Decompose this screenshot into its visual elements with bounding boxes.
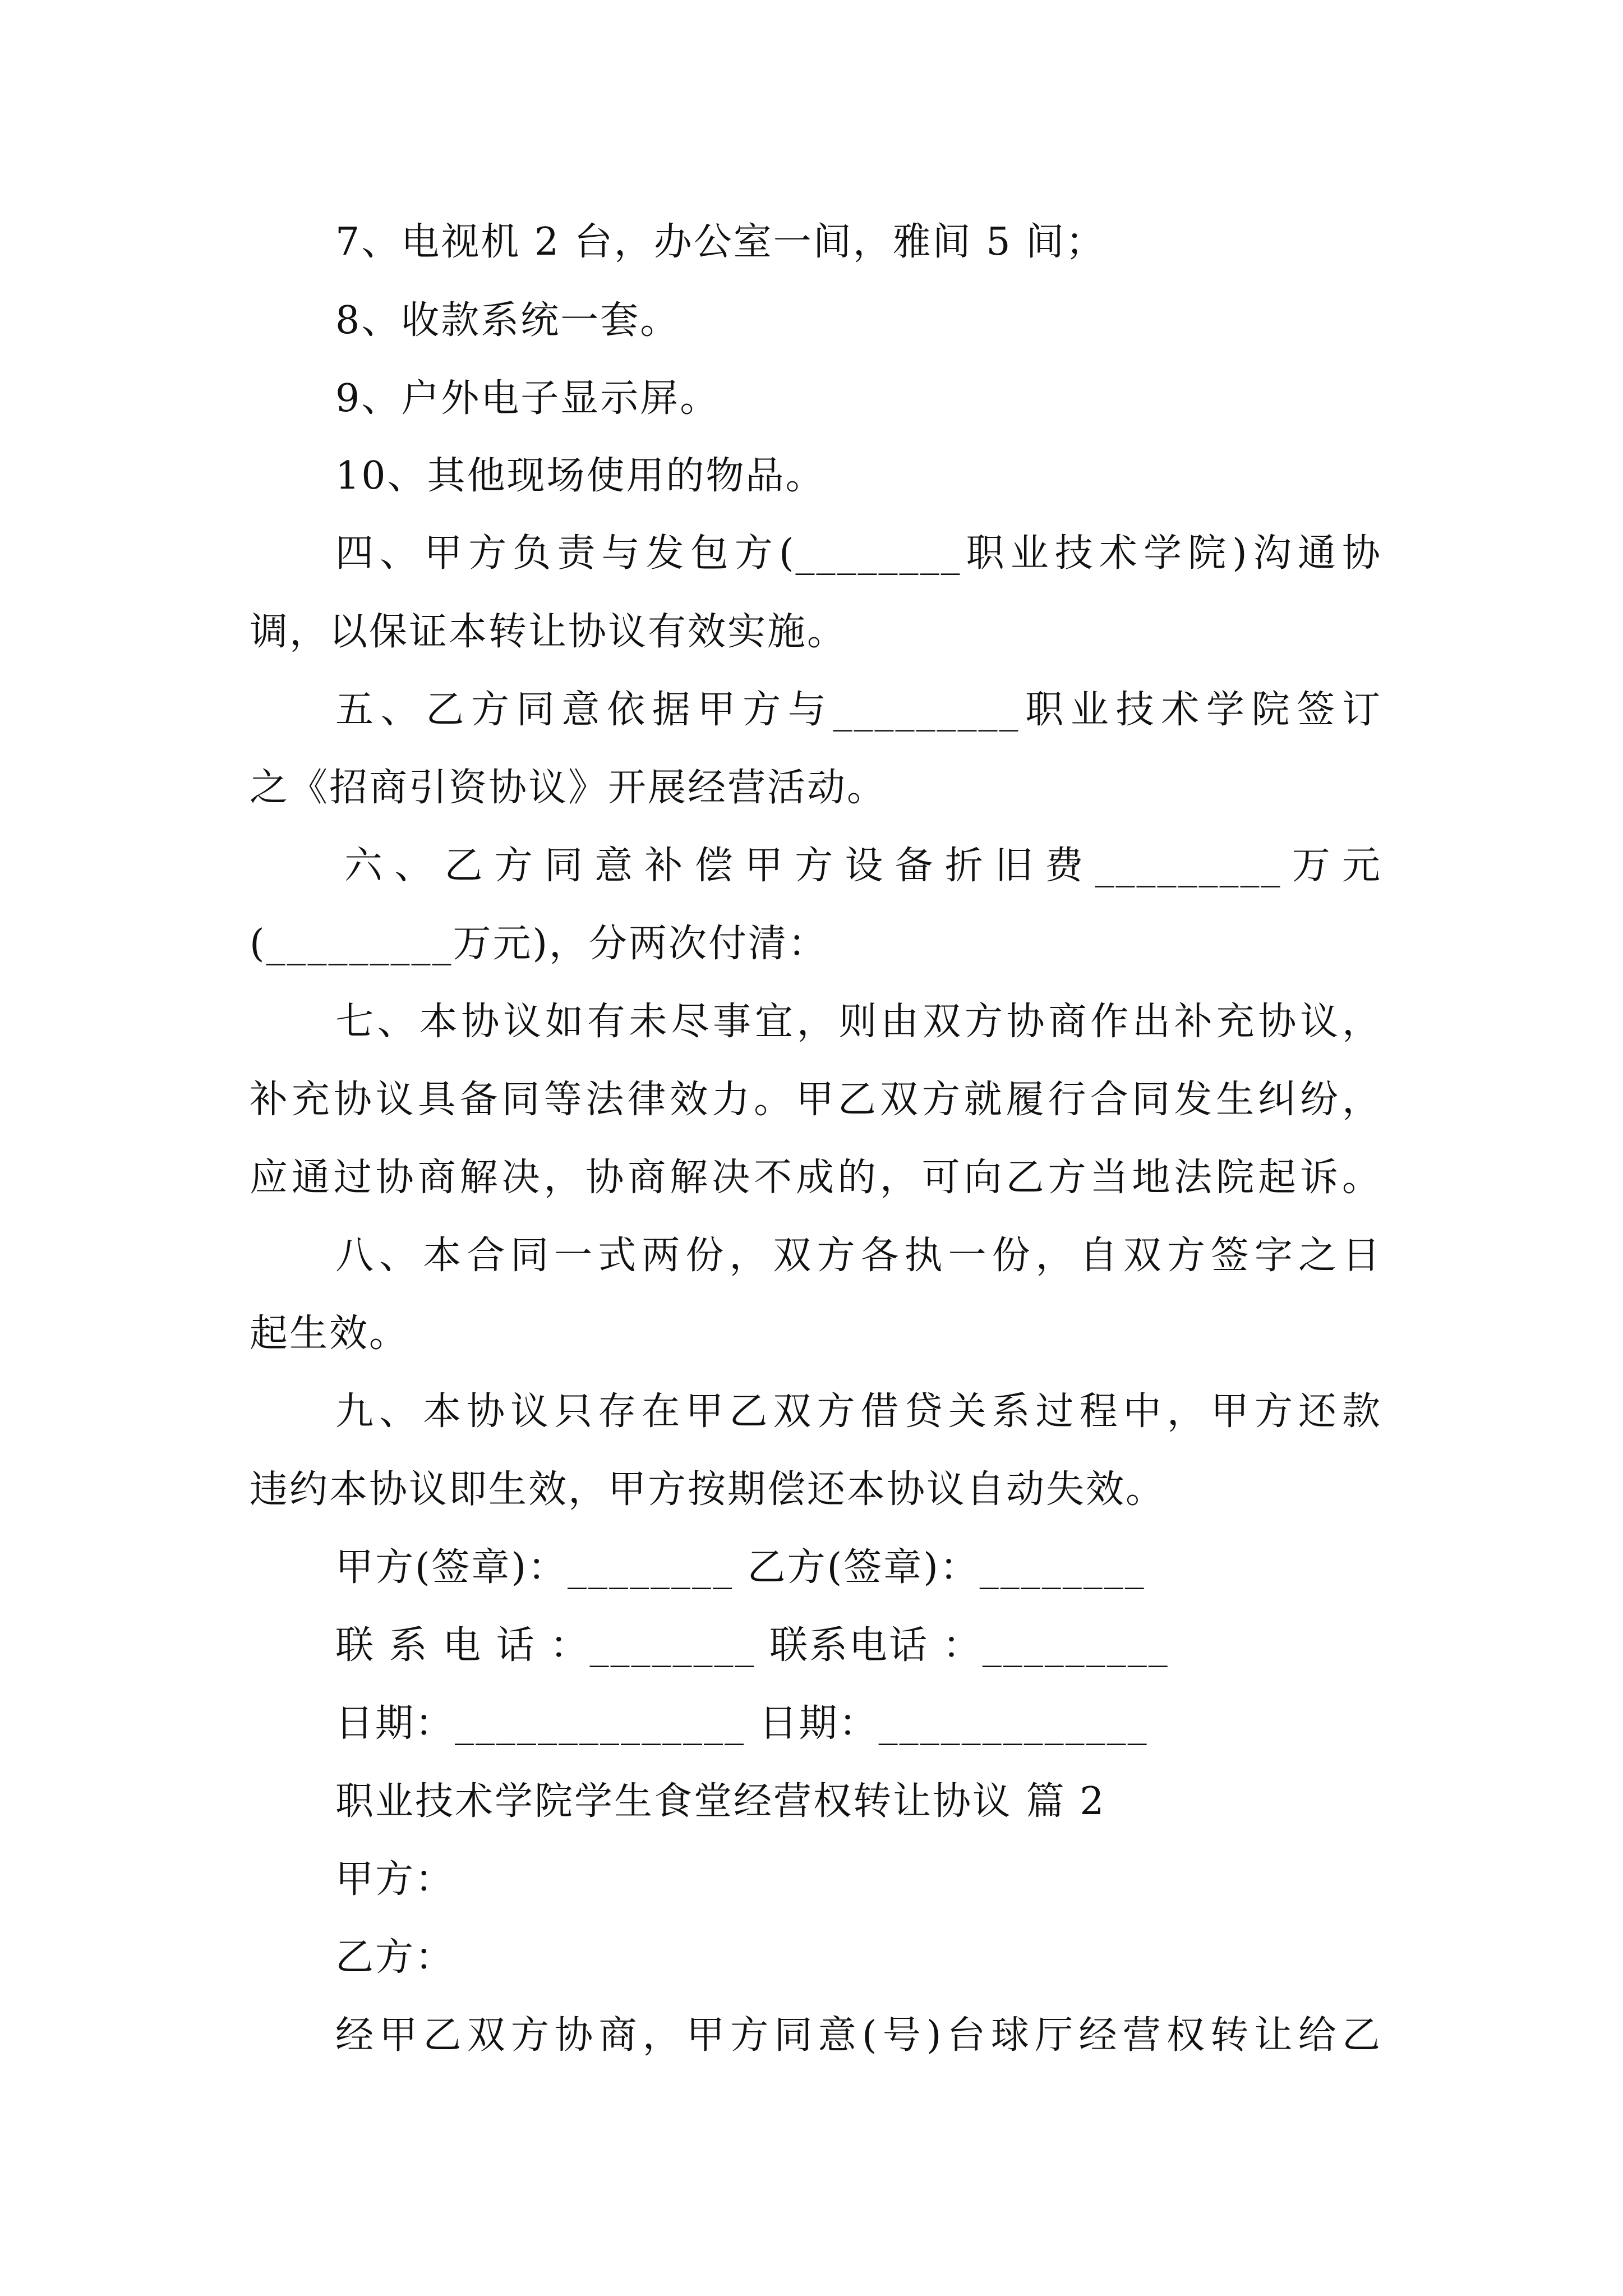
agreement-opening-line: 经甲乙双方协商，甲方同意(号)台球厅经营权转让给乙 — [335, 2013, 1382, 2058]
signature-line: 甲方(签章)：________ 乙方(签章)：________ — [335, 1545, 1146, 1590]
item-8-cashier-system: 8、收款系统一套。 — [335, 298, 680, 343]
clause-8-line-1: 八、本合同一式两份，双方各执一份，自双方签字之日 — [335, 1234, 1382, 1278]
clause-6-line-1: 六、乙方同意补偿甲方设备折旧费_________万元 — [344, 844, 1382, 888]
item-9-outdoor-display: 9、户外电子显示屏。 — [335, 376, 720, 421]
party-b-label: 乙方： — [335, 1935, 455, 1980]
clause-7-line-2: 补充协议具备同等法律效力。甲乙双方就履行合同发生纠纷， — [250, 1078, 1382, 1122]
date-line: 日期：______________ 日期：_____________ — [335, 1701, 1149, 1746]
party-a-label: 甲方： — [335, 1857, 455, 1902]
contact-phone-line: 联 系 电 话 ：________ 联系电话 ：_________ — [335, 1623, 1169, 1668]
clause-5-line-1: 五、乙方同意依据甲方与_________职业技术学院签订 — [335, 688, 1382, 732]
clause-9-line-2: 违约本协议即生效，甲方按期偿还本协议自动失效。 — [250, 1467, 1166, 1512]
item-7-tv-office: 7、电视机 2 台，办公室一间，雅间 5 间； — [335, 220, 1106, 264]
clause-5-line-2: 之《招商引资协议》开展经营活动。 — [250, 766, 887, 810]
clause-8-line-2: 起生效。 — [250, 1312, 409, 1356]
section-heading: 职业技术学院学生食堂经营权转让协议 篇 2 — [335, 1779, 1106, 1824]
clause-4-line-1: 四、甲方负责与发包方(________职业技术学院)沟通协 — [335, 531, 1382, 576]
clause-7-line-3: 应通过协商解决，协商解决不成的，可向乙方当地法院起诉。 — [250, 1156, 1382, 1200]
clause-4-line-2: 调，以保证本转让协议有效实施。 — [250, 610, 847, 654]
item-10-other-items: 10、其他现场使用的物品。 — [335, 454, 826, 498]
clause-7-line-1: 七、本协议如有未尽事宜，则由双方协商作出补充协议， — [335, 1000, 1382, 1044]
clause-6-line-2: (_________万元)，分两次付清： — [250, 922, 828, 966]
clause-9-line-1: 九、本协议只存在甲乙双方借贷关系过程中，甲方还款 — [335, 1389, 1382, 1434]
